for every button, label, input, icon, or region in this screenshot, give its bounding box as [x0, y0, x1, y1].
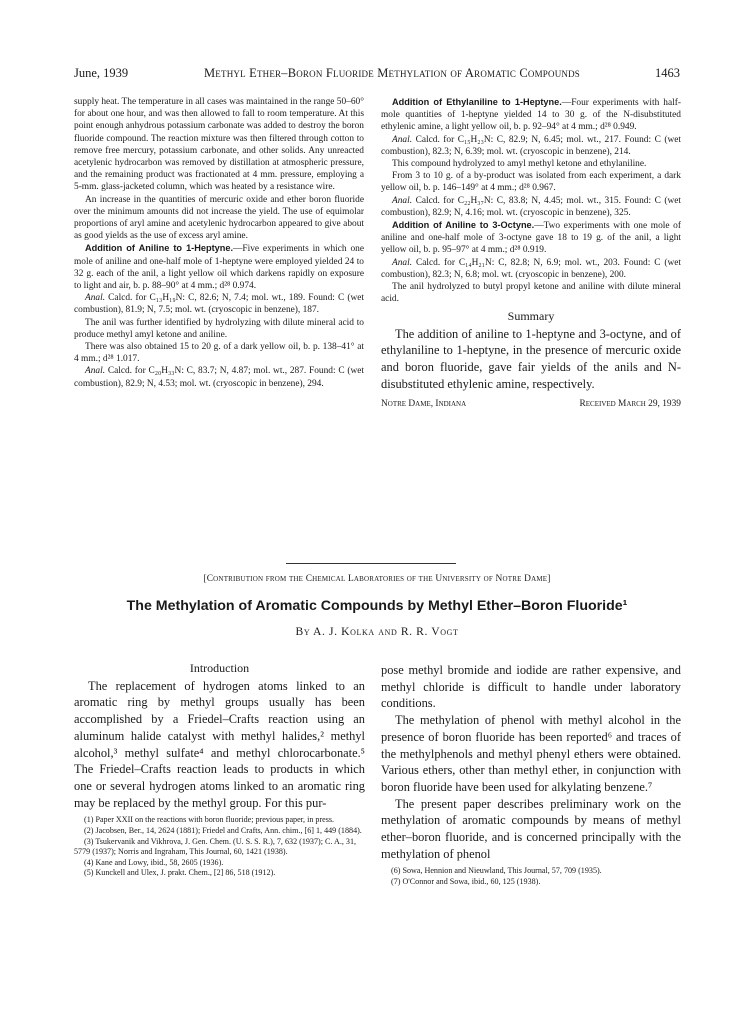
footnotes-left — [74, 815, 365, 879]
intro-left-column — [74, 660, 365, 879]
paragraph: The anil was further identified by hydrolyzing with dilute mineral acid to produce methyl amyl ketone and aniline. — [74, 317, 364, 340]
running-header — [74, 66, 680, 84]
received-date: Received March 29, 1939 — [579, 398, 681, 409]
paragraph: An increase in the quantities of mercuric oxide and ether boron fluoride over the minimum amounts did not increase the yield. The use of equimolar proportions of aryl amine and acetylenic hydrocarbon appeared to give about as good yields as the use of excess aryl amine. — [74, 194, 364, 242]
summary-heading: Summary — [507, 309, 555, 324]
anal-label: Anal. — [85, 293, 106, 304]
footnote: (6) Sowa, Hennion and Nieuwland, This Journal, 57, 709 (1935). — [391, 866, 602, 876]
anal-label: Anal. — [392, 134, 413, 145]
footnote: (1) Paper XXII on the reactions with boron fluoride; previous paper, in press. — [84, 815, 335, 825]
paragraph: The methylation of phenol with methyl alcohol in the presence of boron fluoride has been reported⁶ and traces of the methylphenols and methyl phenyl ethers were obtained. Various ethers, other than methyl ether, in conjunction with boron fluoride have been used for alkylating benzene.⁷ — [381, 713, 681, 794]
introduction-heading: Introduction — [189, 661, 250, 675]
contribution-line: [Contribution from the Chemical Laboratories of the University of Notre Dame] — [203, 574, 551, 584]
paragraph: Addition of Aniline to 1-Heptyne.—Five experiments in which one mole of aniline and one-half mole of 1-heptyne were employed yielded 24 to 32 g. each of the anil, a light yellow oil which darkens rapidly on exposure to light and air, b. p. 88–90° at 4 mm.; d²⁸ 0.974. — [74, 243, 364, 292]
run-in-heading: Addition of Ethylaniline to 1-Heptyne. — [392, 97, 562, 107]
article-authors: By A. J. Kolka and R. R. Vogt — [295, 625, 459, 638]
article-title: The Methylation of Aromatic Compounds by Methyl Ether–Boron Fluoride¹ — [126, 598, 628, 614]
anal-label: Anal. — [392, 257, 413, 268]
affiliation-line — [381, 398, 681, 410]
paragraph: The present paper describes preliminary work on the methylation of aromatic compounds by means of methyl ether–boron fluoride, and is concerned principally with the methylation of phenol — [381, 796, 681, 861]
run-in-heading: Addition of Aniline to 1-Heptyne. — [85, 243, 234, 254]
right-text-column — [381, 96, 681, 410]
paragraph: There was also obtained 15 to 20 g. of a dark yellow oil, b. p. 138–41° at 4 mm.; d²⁸ 1.017. — [74, 342, 364, 365]
intro-right-column — [381, 662, 681, 888]
footnote: (2) Jacobsen, Ber., 14, 2624 (1881); Friedel and Crafts, Ann. chim., [6] 1, 449 (1884). — [84, 825, 362, 835]
footnote: (4) Kane and Lowy, ibid., 58, 2605 (1936). — [84, 857, 224, 867]
issue-date: June, 1939 — [74, 66, 129, 80]
article-divider — [286, 563, 456, 564]
summary-text: The addition of aniline to 1-heptyne and 3-octyne, and of ethylaniline to 1-heptyne, in the presence of mercuric oxide and boron fluoride, gave fair yields of the anils and N-disubstituted ethylenic amine, respectively. — [381, 326, 681, 392]
analysis-paragraph: Anal. Calcd. for C₂₀H₃₃N: C, 83.7; N, 4.87; mol. wt., 287. Found: C (wet combustion), 82.9; N, 4.53; mol. wt. (cryoscopic in benzene), 294. — [74, 366, 364, 389]
running-title: Methyl Ether–Boron Fluoride Methylation of Aromatic Compounds — [203, 66, 581, 80]
footnote: (5) Kunckell and Ulex, J. prakt. Chem., [2] 86, 518 (1912). — [84, 868, 276, 878]
anal-label: Anal. — [85, 366, 106, 377]
footnote: (7) O'Connor and Sowa, ibid., 60, 125 (1938). — [391, 877, 541, 887]
analysis-paragraph: Anal. Calcd. for C₁₄H₂₁N: C, 82.8; N, 6.9; mol. wt., 203. Found: C (wet combustion), 82.3; N, 6.8; mol. wt. (cryoscopic in benzene), 200. — [381, 257, 682, 280]
paragraph: Addition of Ethylaniline to 1-Heptyne.—Four experiments with half-mole quantities of 1-heptyne yielded 14 to 30 g. of the N-disubstituted ethylenic amine, a light yellow oil, b. p. 92–94° at 4 mm.; d²⁸ 0.949. — [381, 97, 681, 133]
run-in-heading: Addition of Aniline to 3-Octyne. — [392, 220, 535, 231]
footnotes-right — [381, 866, 681, 887]
paragraph: This compound hydrolyzed to amyl methyl ketone and ethylaniline. — [392, 159, 647, 170]
footnote: (3) Tsukervanik and Vikhrova, J. Gen. Chem. (U. S. S. R.), 7, 632 (1937); C. A., 31, 5779 (1937); Norris and Ingraham, This Journal, 60, 1421 (1938). — [74, 836, 357, 857]
analysis-paragraph: Anal. Calcd. for C₁₃H₁₉N: C, 82.6; N, 7.4; mol. wt., 189. Found: C (wet combustion), 81.9; N, 7.5; mol. wt. (cryoscopic in benzene), 187. — [74, 293, 364, 316]
paragraph: supply heat. The temperature in all cases was maintained in the range 50–60° for about one hour, and was then allowed to fall to room temperature. At this point enough anhydrous potassium carbonate was added to destroy the boron fluoride compound. The reaction mixture was then filtered through cotton to remove free mercury, potassium carbonate, and other solids. Any unreacted acetylenic hydrocarbon was removed by distillation at atmospheric pressure, and the remaining product was fractionated at 4 mm. pressure, employing a 5-mm. glass-jacketed column, which was heated by a resistance wire. — [74, 97, 364, 193]
analysis-paragraph: Anal. Calcd. for C₂₂H₃₇N: C, 83.8; N, 4.45; mol. wt., 315. Found: C (wet combustion), 82.9; N, 4.16; mol. wt. (cryoscopic in benzene), 325. — [381, 195, 681, 218]
place: Notre Dame, Indiana — [381, 398, 467, 409]
anal-label: Anal. — [392, 195, 413, 206]
paragraph: The replacement of hydrogen atoms linked to an aromatic ring by methyl groups usually has been accomplished by a Friedel–Crafts reaction using an aluminum halide catalyst with methyl halides,² methyl alcohol,³ methyl sulfate⁴ and methyl chlorocarbonate.⁵ The Friedel–Crafts reaction leads to products in which one or several hydrogen atoms linked to an aromatic ring may be replaced by the methyl group. For this pur- — [74, 678, 365, 810]
analysis-paragraph: Anal. Calcd. for C₁₅H₂₃N: C, 82.9; N, 6.45; mol. wt., 217. Found: C (wet combustion), 82.3; N, 6.39; mol. wt. (cryoscopic in benzene), 214. — [381, 134, 681, 157]
paragraph: The anil hydrolyzed to butyl propyl ketone and aniline with dilute mineral acid. — [381, 282, 681, 305]
paragraph: pose methyl bromide and iodide are rather expensive, and methyl chloride is difficult to handle under laboratory conditions. — [381, 663, 681, 711]
paragraph: Addition of Aniline to 3-Octyne.—Two experiments with one mole of aniline and one-half mole of 3-octyne gave 18 to 19 g. of the anil, a light yellow oil, b. p. 95–97° at 4 mm.; d²⁸ 0.919. — [381, 220, 681, 256]
page-number: 1463 — [655, 66, 680, 80]
paragraph: From 3 to 10 g. of a by-product was isolated from each experiment, a dark yellow oil, b. p. 146–149° at 4 mm.; d²⁸ 0.967. — [381, 171, 681, 194]
left-text-column — [74, 96, 364, 390]
